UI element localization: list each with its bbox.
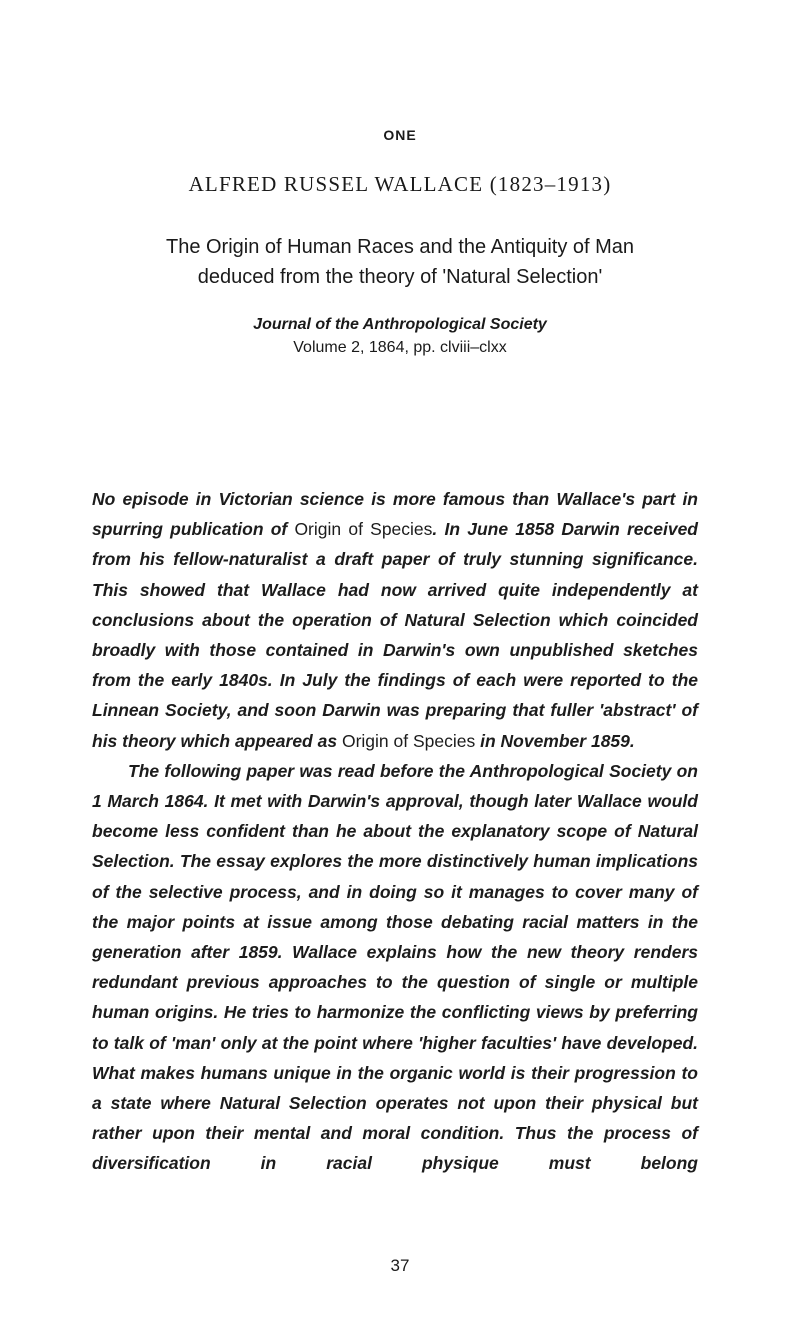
page-number: 37	[390, 1256, 410, 1275]
intro-p1-book-title-c: Species	[370, 519, 433, 540]
editorial-introduction	[92, 484, 698, 1179]
intro-p1-text-a: No episode in Victorian science is more famous than Wallace's part in spurring publication of	[92, 489, 698, 540]
intro-p1-text-b: . In June 1858 Darwin received from his fellow-naturalist a draft paper of truly stunning significance. This showed that Wallace had now arrived quite independently at conclusions about the operation of Natural Selection which coincided broadly with those contained in Darwin's own unpublished sketches from the early 1840s. In July the findings of each were reported to the Linnean Society, and soon Darwin was preparing that fuller 'abstract' of his theory which appeared as	[92, 519, 698, 751]
article-title	[0, 232, 800, 292]
intro-p1-book-title-d: Origin	[341, 730, 389, 751]
journal-name: Journal of the Anthropological Society	[253, 316, 547, 333]
intro-p1-book-title-f: Species	[412, 730, 476, 751]
intro-p1-book-title-e: of	[388, 730, 413, 751]
intro-paragraph-2: The following paper was read before the Anthropological Society on 1 March 1864. It met with Darwin's approval, though later Wallace would become less confident than he about the explanatory scope of Natural Selection. The essay explores the more distinctively human implications of the selective process, and in doing so it manages to cover many of the major points at issue among those debating racial matters in the generation after 1859. Wallace explains how the new theory renders redundant previous approaches to the question of single or multiple human origins. He tries to harmonize the conflicting views by preferring to talk of 'man' only at the point where 'higher faculties' have developed. What makes humans unique in the organic world is their progression to a state where Natural Selection operates not upon their physical but rather upon their mental and moral condition. Thus the process of diversification in racial physique must belong	[92, 760, 698, 1174]
intro-p1-text-c: in November 1859.	[475, 730, 635, 751]
intro-p1-book-title-b: of	[341, 519, 371, 540]
chapter-number: ONE	[383, 127, 417, 143]
intro-p1-book-title-a: Origin	[294, 519, 342, 540]
journal-details: Volume 2, 1864, pp. clviii–clxx	[293, 339, 507, 356]
article-title-line-2: deduced from the theory of 'Natural Selection'	[197, 266, 603, 288]
intro-paragraph-1	[92, 484, 698, 756]
chapter-title: ALFRED RUSSEL WALLACE (1823–1913)	[188, 172, 612, 196]
article-title-line-1: The Origin of Human Races and the Antiquity of Man	[165, 236, 635, 258]
journal-citation	[0, 313, 800, 359]
